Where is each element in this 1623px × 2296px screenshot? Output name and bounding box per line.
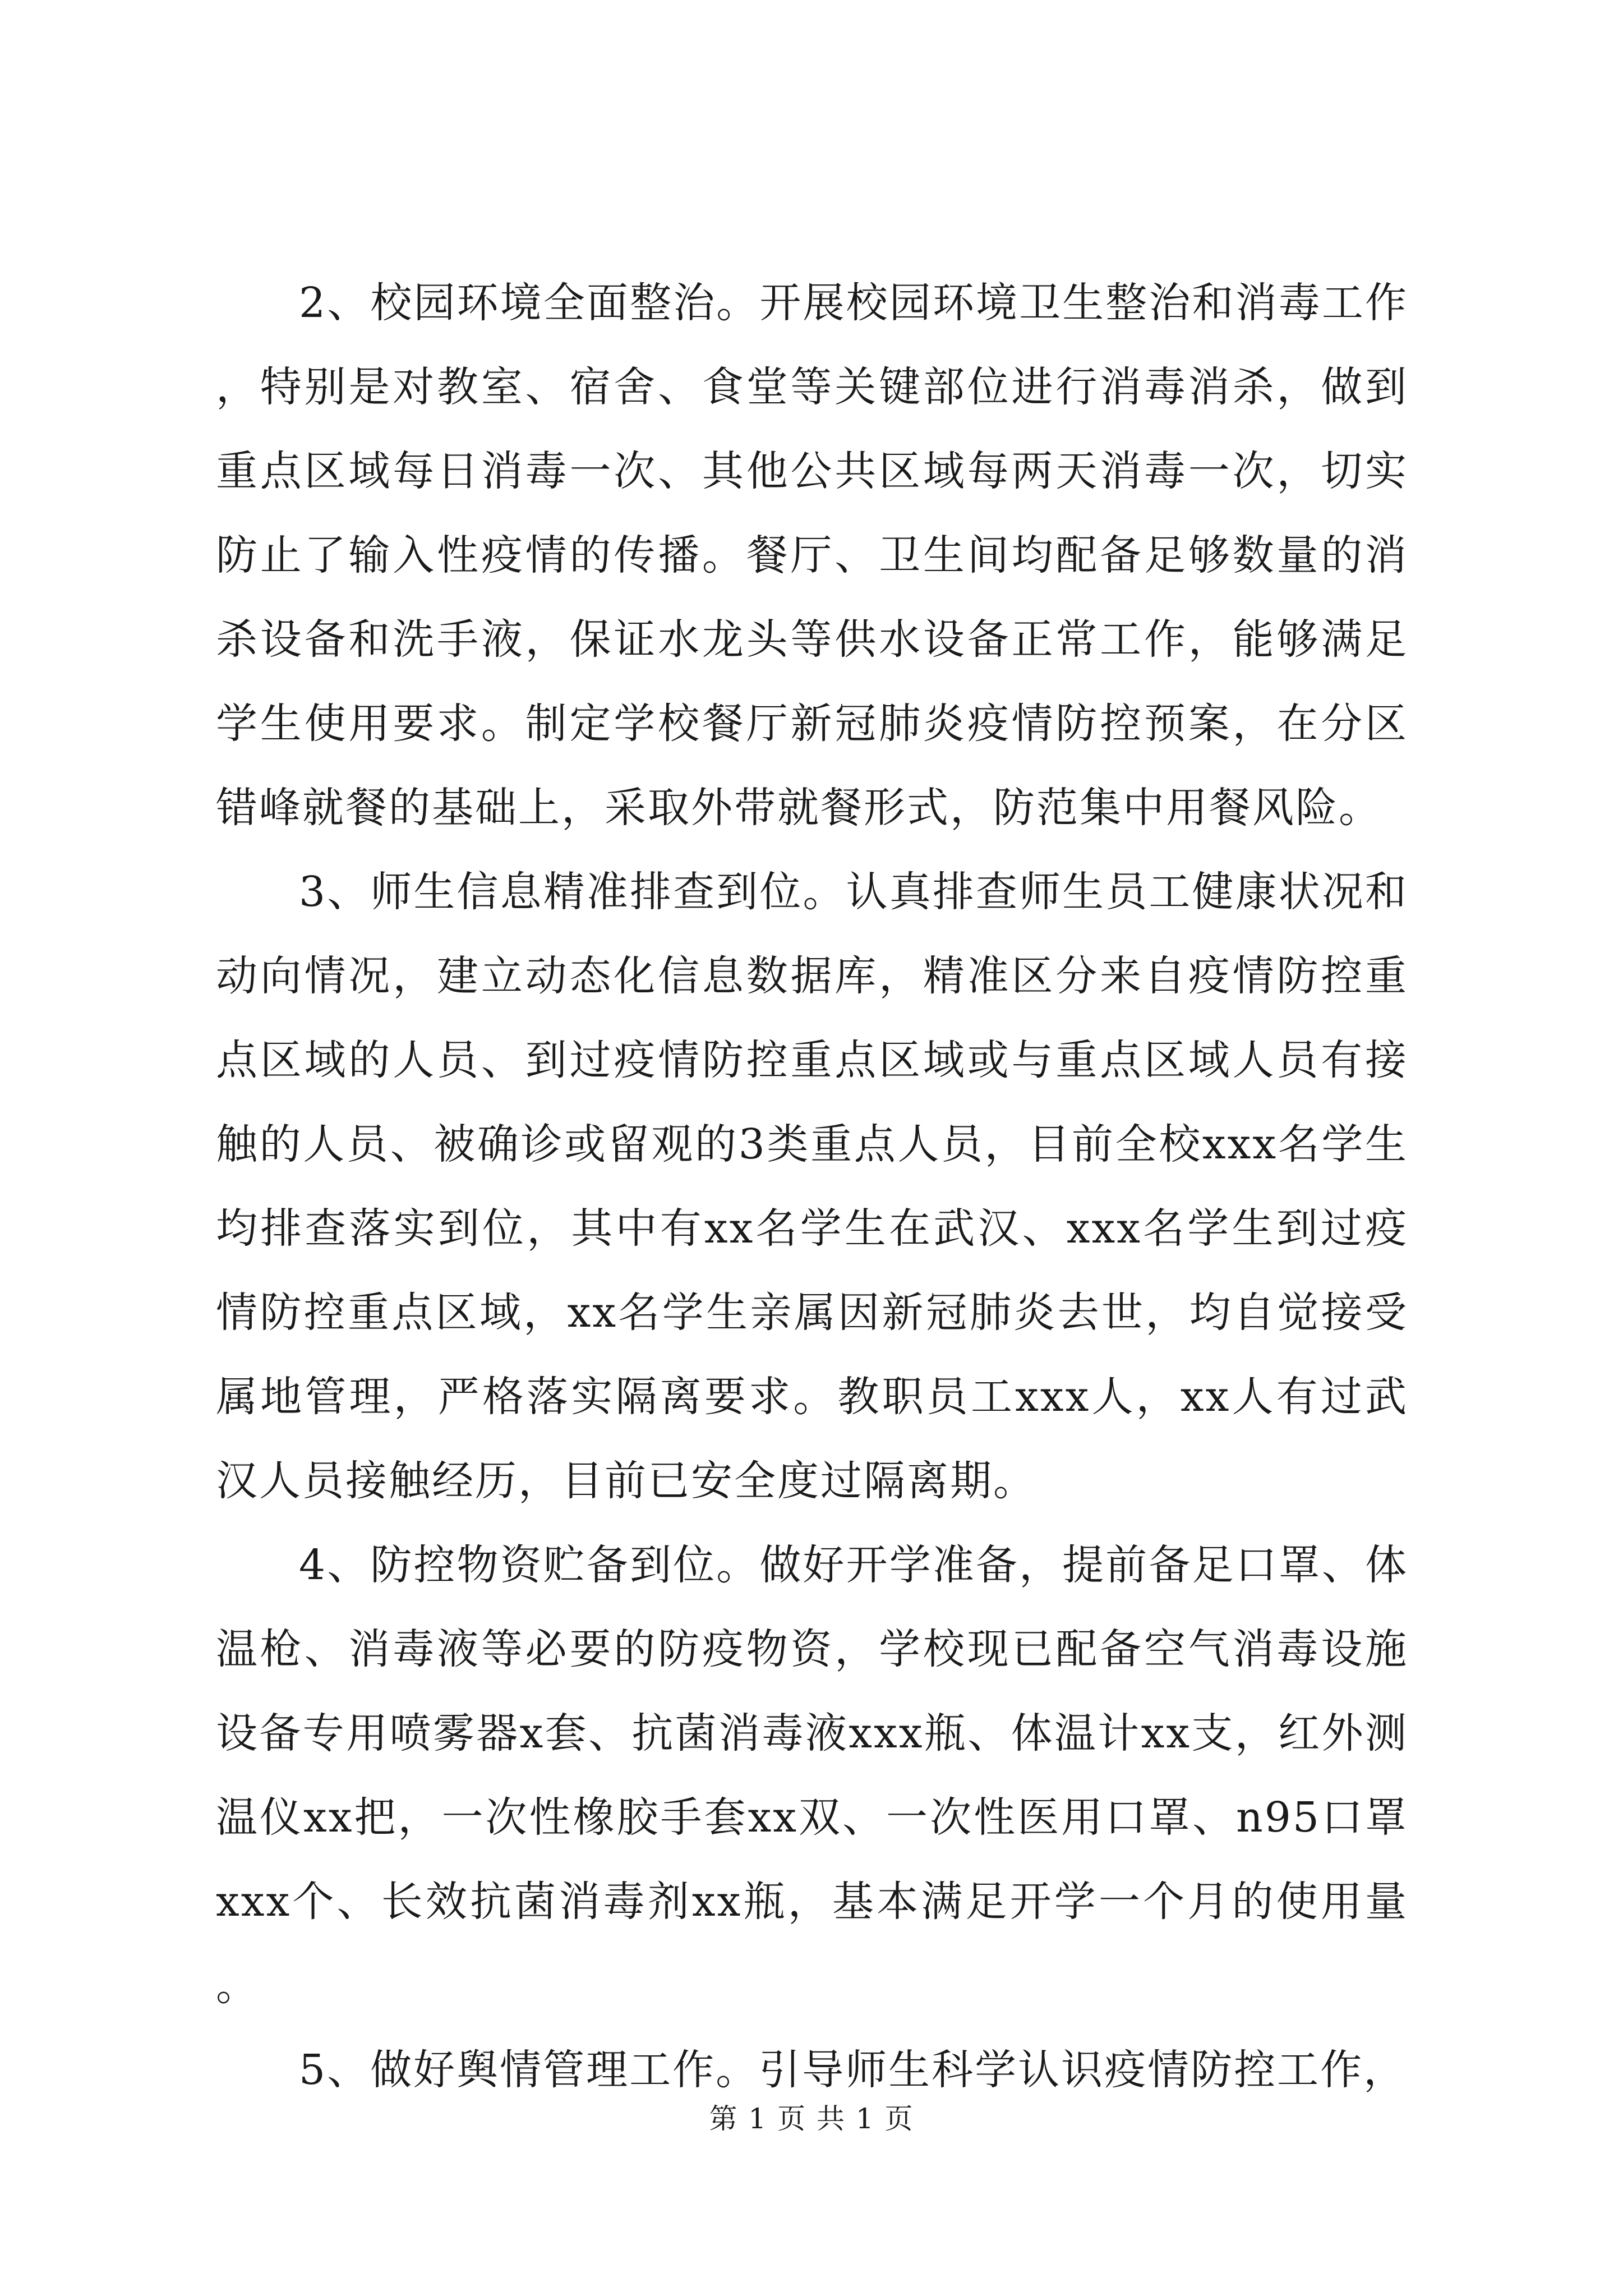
document-body — [216, 261, 1408, 2112]
paragraph-supplies-reserve: 4、防控物资贮备到位。做好开学准备，提前备足口罩、体温枪、消毒液等必要的防疫物资，学校现已配备空气消毒设施设备专用喷雾器x套、抗菌消毒液xxx瓶、体温计xx支，红外测温仪xx把，一次性橡胶手套xx双、一次性医用口罩、n95口罩xxx个、长效抗菌消毒剂xx瓶，基本满足开学一个月的使用量。 — [216, 1541, 1408, 2010]
page-footer: 第 1 页 共 1 页 — [709, 2102, 914, 2135]
paragraph-public-opinion: 5、做好舆情管理工作。引导师生科学认识疫情防控工作， — [299, 2046, 1407, 2094]
paragraph-staff-student-screening: 3、师生信息精准排查到位。认真排查师生员工健康状况和动向情况，建立动态化信息数据库，精准区分来自疫情防控重点区域的人员、到过疫情防控重点区域或与重点区域人员有接触的人员、被确诊或留观的3类重点人员，目前全校xxx名学生均排查落实到位，其中有xx名学生在武汉、xxx名学生到过疫情防控重点区域，xx名学生亲属因新冠肺炎去世，均自觉接受属地管理，严格落实隔离要求。教职员工xxx人，xx人有过武汉人员接触经历，目前已安全度过隔离期。 — [216, 868, 1408, 1505]
paragraph-campus-environment: 2、校园环境全面整治。开展校园环境卫生整治和消毒工作，特别是对教室、宿舍、食堂等关键部位进行消毒消杀，做到重点区域每日消毒一次、其他公共区域每两天消毒一次，切实防止了输入性疫情的传播。餐厅、卫生间均配备足够数量的消杀设备和洗手液，保证水龙头等供水设备正常工作，能够满足学生使用要求。制定学校餐厅新冠肺炎疫情防控预案，在分区错峰就餐的基础上，采取外带就餐形式，防范集中用餐风险。 — [216, 279, 1408, 832]
